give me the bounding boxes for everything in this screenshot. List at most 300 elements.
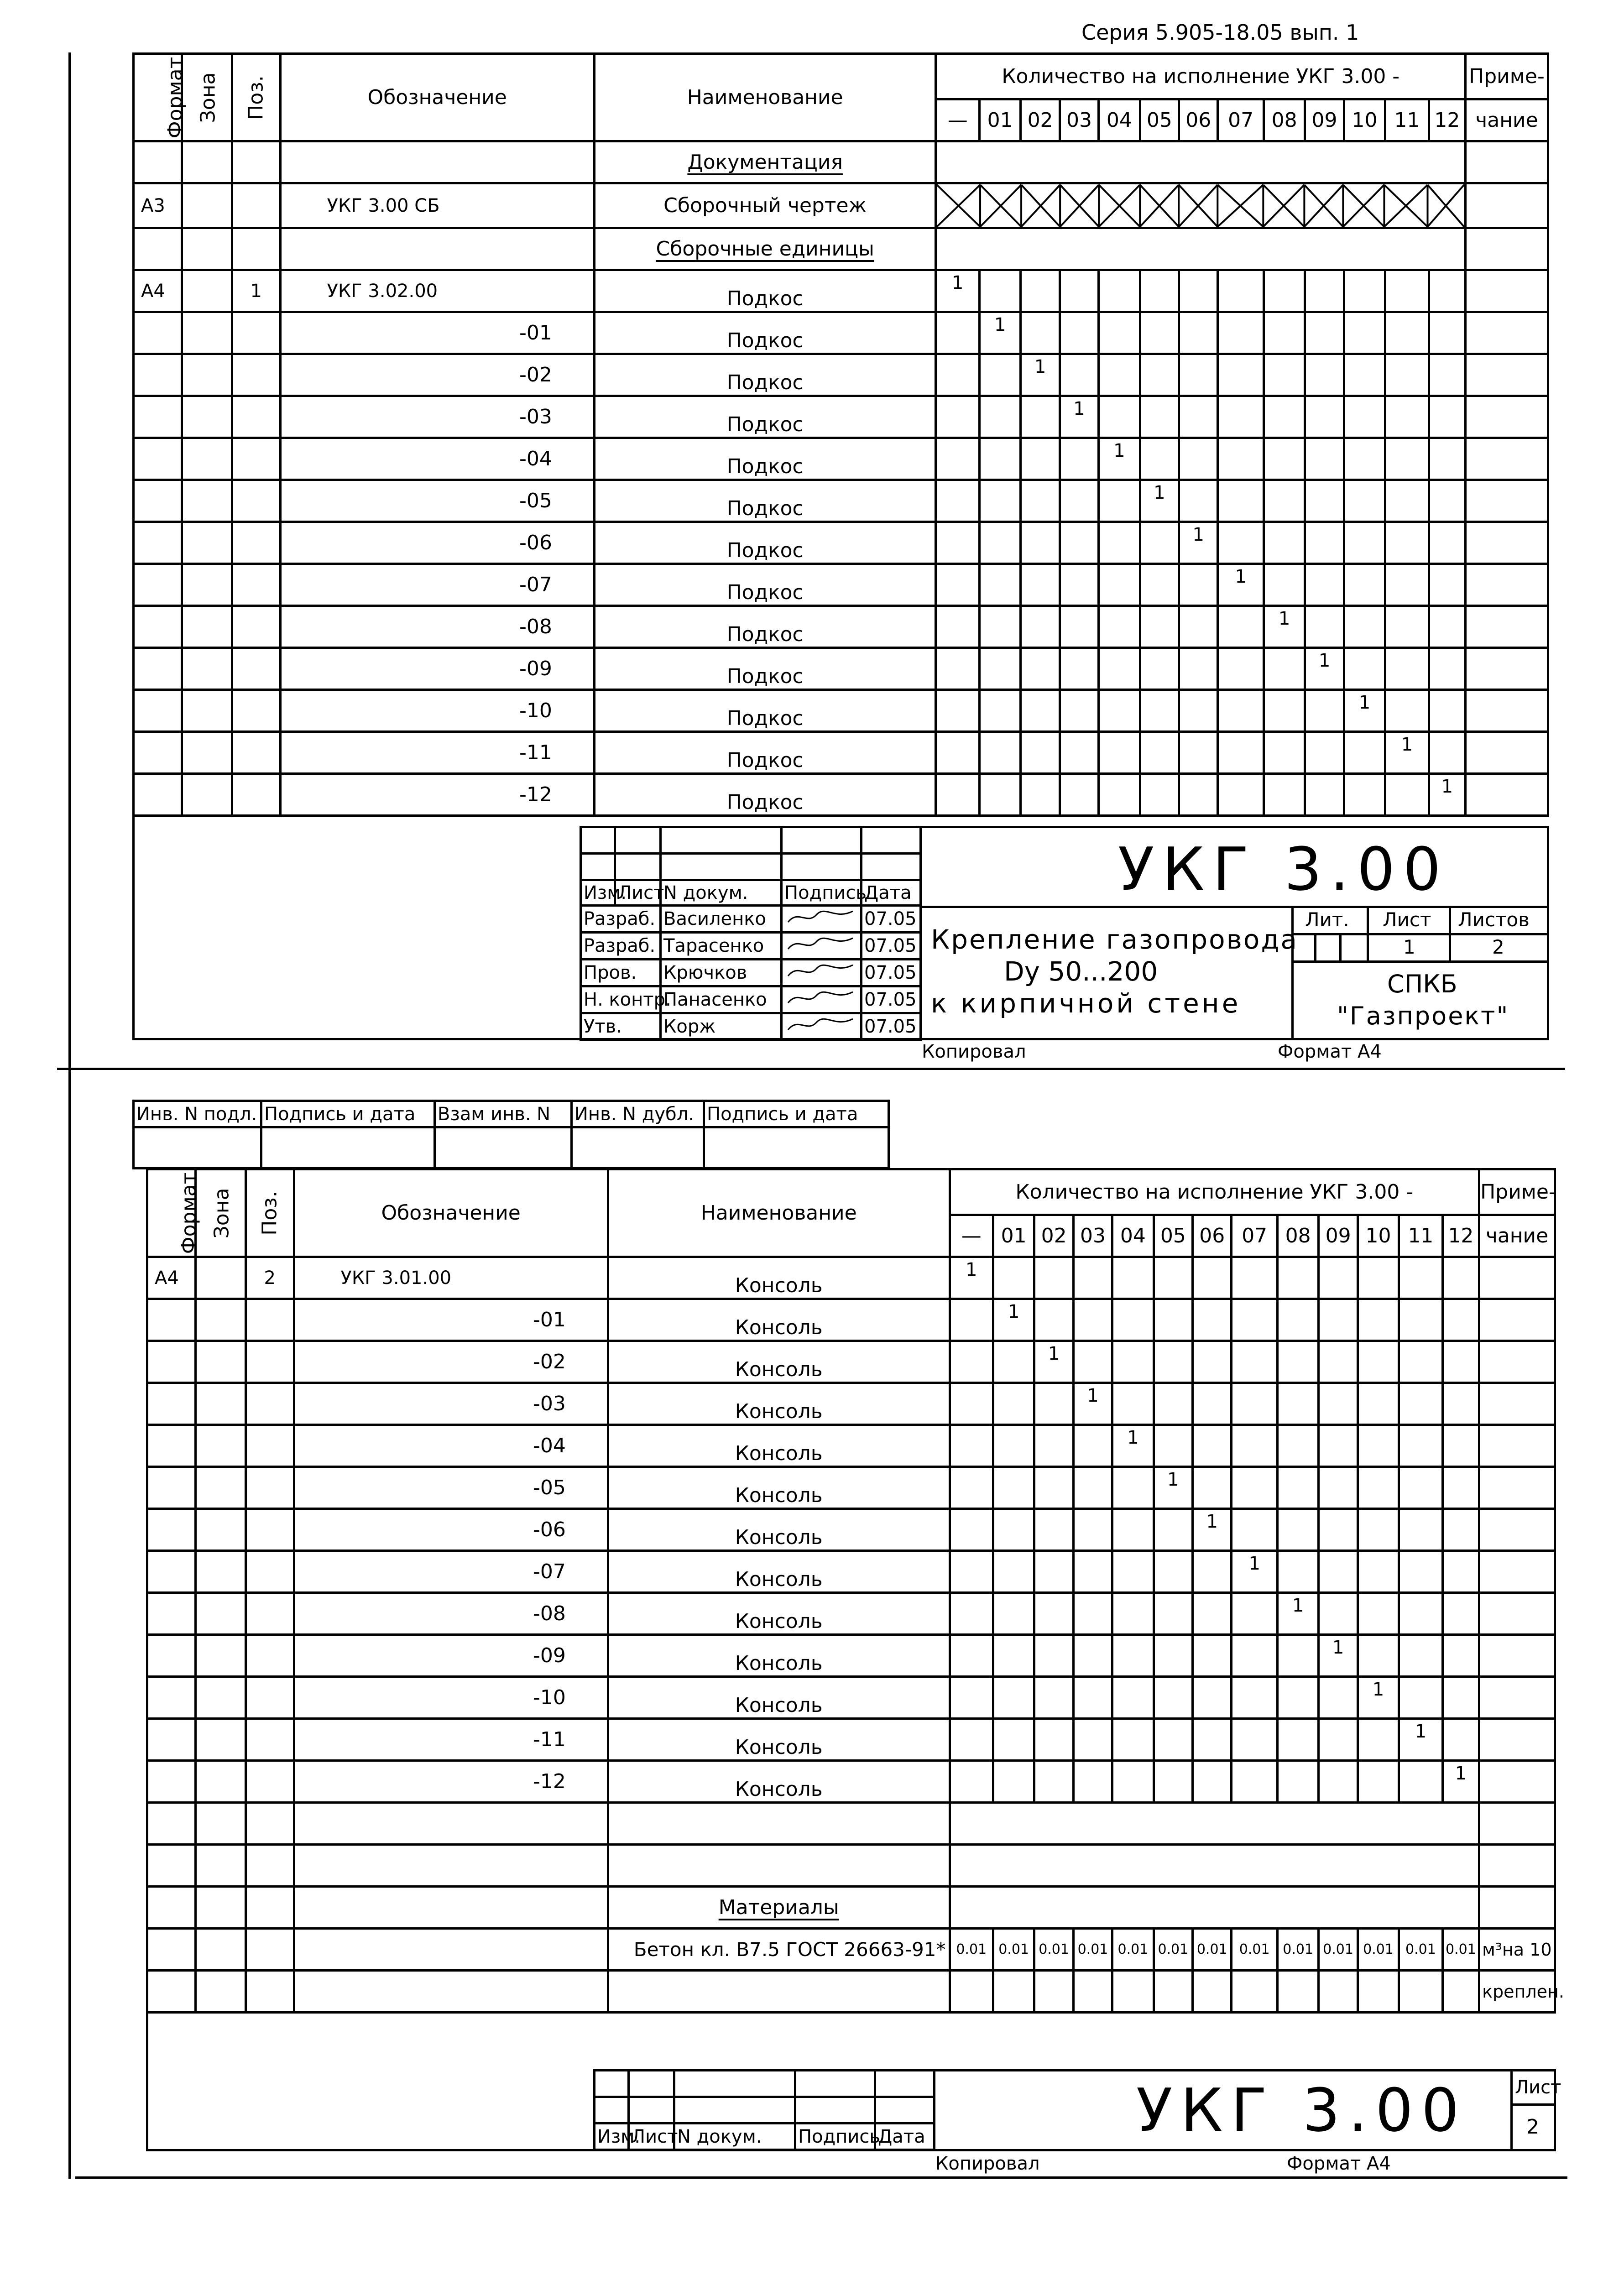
qty-cell xyxy=(1442,1383,1479,1425)
qty-cell xyxy=(1179,690,1218,732)
qty-cell xyxy=(1277,1257,1318,1299)
qty-cell xyxy=(1060,606,1098,648)
qty-cell xyxy=(993,1509,1034,1551)
qty-cell xyxy=(1179,438,1218,480)
qty-cell xyxy=(1140,312,1179,354)
row-pos xyxy=(246,1509,294,1551)
qty-cell xyxy=(1264,564,1305,606)
qty-cell xyxy=(1073,1761,1112,1803)
qty-cell xyxy=(1021,438,1060,480)
row-format xyxy=(134,480,182,522)
qty-cell xyxy=(1358,1719,1399,1761)
qty-cell: 1 xyxy=(1140,480,1179,522)
row-designation: -08 xyxy=(294,1593,608,1635)
row-designation: УКГ 3.02.00 xyxy=(280,270,594,312)
table-row xyxy=(147,1593,1555,1635)
qty-cell xyxy=(1319,1383,1358,1425)
qty-cell xyxy=(1073,1551,1112,1593)
qty-cell xyxy=(979,648,1020,690)
sheet-separator-line xyxy=(57,1068,1565,1070)
row-designation: -06 xyxy=(294,1509,608,1551)
row-name: Консоль xyxy=(608,1425,950,1467)
qty-cell xyxy=(993,1551,1034,1593)
qty-cell xyxy=(1385,690,1429,732)
qty-cell xyxy=(1319,1677,1358,1719)
qty-cell xyxy=(1099,312,1140,354)
qty-cell xyxy=(1399,1425,1442,1467)
row-format xyxy=(134,312,182,354)
qty-cell xyxy=(1060,354,1098,396)
qty-cell xyxy=(1358,1383,1399,1425)
qty-cell xyxy=(1399,1257,1442,1299)
row-format: А4 xyxy=(134,270,182,312)
qty-cell xyxy=(1232,1719,1277,1761)
row-pos xyxy=(246,1299,294,1341)
col2-note-header-bottom: чание xyxy=(1479,1215,1555,1257)
qty-cell xyxy=(1399,1467,1442,1509)
row-pos xyxy=(246,1425,294,1467)
col-pos-header: Поз. xyxy=(232,54,281,141)
sheet1-lit: Лит. xyxy=(1305,908,1349,931)
qty-cell xyxy=(1179,312,1218,354)
qty-cell: 1 xyxy=(1154,1467,1192,1509)
staff-role: Пров. xyxy=(581,960,661,986)
qty-cell xyxy=(1399,1299,1442,1341)
table-row xyxy=(134,312,1548,354)
row-name: Подкос xyxy=(594,438,936,480)
qty-cell xyxy=(1319,1509,1358,1551)
qty-cell xyxy=(1193,1551,1232,1593)
qty-cell xyxy=(1193,1635,1232,1677)
qty-cell xyxy=(1399,1551,1442,1593)
qty-cell xyxy=(1344,312,1385,354)
qty-cell xyxy=(1140,270,1179,312)
material-row xyxy=(147,1929,1555,1971)
row-pos xyxy=(232,690,281,732)
row-pos xyxy=(246,1383,294,1425)
t2-qty-col-1: 01 xyxy=(993,1215,1034,1257)
qty-cell xyxy=(1319,1467,1358,1509)
qty-cell xyxy=(1154,1551,1192,1593)
qty-cell xyxy=(1099,396,1140,438)
qty-cell xyxy=(1179,270,1218,312)
qty-cell: 1 xyxy=(936,270,979,312)
qty-cell xyxy=(1277,1635,1318,1677)
row-designation: -07 xyxy=(280,564,594,606)
qty-cell xyxy=(1232,1761,1277,1803)
qty-cell xyxy=(1442,1551,1479,1593)
qty-cell xyxy=(1021,732,1060,774)
qty-cell xyxy=(1232,1677,1277,1719)
qty-cell xyxy=(979,522,1020,564)
stamp-inv-orig: Инв. N подл. xyxy=(134,1101,261,1127)
row-name: Подкос xyxy=(594,480,936,522)
qty-cell xyxy=(979,774,1020,816)
table-row xyxy=(134,354,1548,396)
row-pos: 2 xyxy=(246,1257,294,1299)
qty-cell xyxy=(1277,1719,1318,1761)
table-row xyxy=(147,1551,1555,1593)
qty-cell xyxy=(993,1383,1034,1425)
qty-cell xyxy=(1073,1341,1112,1383)
qty-cell xyxy=(1154,1299,1192,1341)
qty-cell xyxy=(1399,1341,1442,1383)
qty-cell xyxy=(1112,1467,1154,1509)
qty-cell: 1 xyxy=(1232,1551,1277,1593)
qty-cell xyxy=(1112,1761,1154,1803)
stamp-replace-inv: Взам инв. N xyxy=(435,1101,572,1127)
qty-cell xyxy=(1179,480,1218,522)
col-format-header: Формат xyxy=(134,54,182,141)
qty-cell xyxy=(1179,564,1218,606)
staff-date: 07.05 xyxy=(862,1013,921,1040)
qty-cell xyxy=(1112,1299,1154,1341)
qty-cell xyxy=(1193,1761,1232,1803)
qty-cell xyxy=(1140,690,1179,732)
qty-cell xyxy=(1112,1719,1154,1761)
qty-cell xyxy=(993,1761,1034,1803)
qty-cell: 1 xyxy=(1060,396,1098,438)
qty-cell xyxy=(1218,690,1264,732)
table-row xyxy=(147,1719,1555,1761)
qty-cell xyxy=(993,1257,1034,1299)
qty-cell xyxy=(979,354,1020,396)
qty-cell xyxy=(993,1425,1034,1467)
qty-cell xyxy=(1073,1593,1112,1635)
qty-cell xyxy=(1021,396,1060,438)
signature xyxy=(782,960,862,986)
row-designation: -04 xyxy=(280,438,594,480)
qty-cell xyxy=(1344,480,1385,522)
qty-cell xyxy=(993,1467,1034,1509)
section-documentation: Документация xyxy=(594,141,936,183)
qty-cell xyxy=(1442,1467,1479,1509)
sheet1-title-line3: к кирпичной стене xyxy=(931,988,1241,1019)
qty-cell xyxy=(1140,648,1179,690)
col-note-header-top: Приме- xyxy=(1466,54,1548,99)
row-pos: 1 xyxy=(232,270,281,312)
qty-cell xyxy=(1399,1635,1442,1677)
qty-cell xyxy=(1277,1761,1318,1803)
material-note2: креплен. xyxy=(1479,1971,1555,2013)
sheet1-code: УКГ 3.00 xyxy=(1118,835,1449,904)
staff-date: 07.05 xyxy=(862,986,921,1013)
qty-cell xyxy=(1179,648,1218,690)
row-format xyxy=(147,1341,196,1383)
col-name-header: Наименование xyxy=(594,54,936,141)
t1-qty-col-3: 03 xyxy=(1060,99,1098,141)
qty-cell xyxy=(1442,1299,1479,1341)
row-name: Консоль xyxy=(608,1635,950,1677)
qty-cell xyxy=(979,564,1020,606)
table-row xyxy=(134,396,1548,438)
qty-cell xyxy=(1073,1719,1112,1761)
sheet1-org1: СПКБ xyxy=(1387,970,1457,998)
signature xyxy=(782,986,862,1013)
qty-cell xyxy=(1179,606,1218,648)
qty-cell xyxy=(1429,396,1465,438)
qty-cell xyxy=(1232,1509,1277,1551)
row-pos xyxy=(246,1551,294,1593)
qty-cell xyxy=(1112,1635,1154,1677)
qty-cell xyxy=(1344,648,1385,690)
qty-cell xyxy=(1021,312,1060,354)
qty-cell: 1 xyxy=(1021,354,1060,396)
qty-cell xyxy=(936,732,979,774)
qty-cell xyxy=(1193,1467,1232,1509)
qty-cell xyxy=(1344,774,1385,816)
qty-cell: 1 xyxy=(1344,690,1385,732)
qty-cell xyxy=(1218,438,1264,480)
qty-cell xyxy=(1305,480,1344,522)
qty-cell xyxy=(1358,1257,1399,1299)
staff-date: 07.05 xyxy=(862,906,921,933)
qty-cell xyxy=(1264,690,1305,732)
stamp-inv-dup: Инв. N дубл. xyxy=(572,1101,704,1127)
qty-cell xyxy=(936,774,979,816)
sheet1-title-line1: Крепление газопровода xyxy=(931,924,1298,955)
row-designation: -10 xyxy=(294,1677,608,1719)
staff-name: Василенко xyxy=(661,906,782,933)
doc-format: А3 xyxy=(134,183,182,228)
material-qty: 0.01 xyxy=(1319,1929,1358,1971)
row-name: Подкос xyxy=(594,270,936,312)
col2-name-header: Наименование xyxy=(608,1169,950,1257)
qty-cell xyxy=(1099,522,1140,564)
row-designation: -07 xyxy=(294,1551,608,1593)
row-format xyxy=(147,1635,196,1677)
signature xyxy=(782,906,862,933)
qty-cell xyxy=(1305,522,1344,564)
qty-cell xyxy=(1140,564,1179,606)
bottom-border-line xyxy=(75,2176,1567,2179)
qty-cell xyxy=(1218,648,1264,690)
material-qty: 0.01 xyxy=(1154,1929,1192,1971)
row-name: Подкос xyxy=(594,606,936,648)
qty-cell xyxy=(1193,1425,1232,1467)
qty-cell xyxy=(950,1719,993,1761)
qty-cell xyxy=(1399,1383,1442,1425)
qty-cell xyxy=(1305,354,1344,396)
qty-cell xyxy=(950,1467,993,1509)
staff-row xyxy=(581,1013,921,1040)
qty-cell xyxy=(979,270,1020,312)
qty-cell xyxy=(1264,732,1305,774)
qty-cell xyxy=(1385,438,1429,480)
sheet1-spec-table xyxy=(132,52,1549,816)
row-name: Консоль xyxy=(608,1257,950,1299)
qty-cell xyxy=(1034,1299,1073,1341)
tb2-h-date: Дата xyxy=(875,2123,935,2150)
qty-cell xyxy=(1218,354,1264,396)
qty-cell xyxy=(1112,1677,1154,1719)
row-format xyxy=(147,1509,196,1551)
qty-cell xyxy=(1429,732,1465,774)
table-row xyxy=(134,270,1548,312)
sheet2-spec-table xyxy=(146,1168,1564,2014)
material-qty: 0.01 xyxy=(1358,1929,1399,1971)
qty-cell xyxy=(936,564,979,606)
qty-cell xyxy=(1021,774,1060,816)
staff-role: Утв. xyxy=(581,1013,661,1040)
qty-cell xyxy=(1442,1341,1479,1383)
qty-cell xyxy=(1034,1383,1073,1425)
qty-cell xyxy=(993,1593,1034,1635)
qty-cell xyxy=(1305,774,1344,816)
row-name: Консоль xyxy=(608,1677,950,1719)
t2-qty-col-7: 07 xyxy=(1232,1215,1277,1257)
qty-cell xyxy=(1193,1677,1232,1719)
qty-cell xyxy=(1232,1341,1277,1383)
qty-cell xyxy=(1179,774,1218,816)
qty-cell xyxy=(993,1635,1034,1677)
row-format xyxy=(147,1551,196,1593)
sheet1-sheets-no: 2 xyxy=(1492,936,1504,958)
qty-cell: 1 xyxy=(1399,1719,1442,1761)
staff-date: 07.05 xyxy=(862,960,921,986)
qty-cell xyxy=(1358,1509,1399,1551)
qty-cell: 1 xyxy=(1218,564,1264,606)
material-note: м³на 10 xyxy=(1479,1929,1555,1971)
qty-cell xyxy=(1140,732,1179,774)
row-format xyxy=(134,774,182,816)
signature xyxy=(782,1013,862,1040)
qty-cell xyxy=(1034,1467,1073,1509)
qty-cell xyxy=(1034,1677,1073,1719)
qty-cell xyxy=(1319,1341,1358,1383)
qty-cell xyxy=(1429,648,1465,690)
tb2-h-doc: N докум. xyxy=(674,2123,795,2150)
tb2-h-izm: Изм. xyxy=(595,2123,629,2150)
left-border-line xyxy=(68,52,71,2179)
t1-qty-col-0: — xyxy=(936,99,979,141)
qty-cell xyxy=(936,312,979,354)
qty-cell xyxy=(1277,1509,1318,1551)
qty-cell xyxy=(1060,438,1098,480)
qty-cell xyxy=(1193,1383,1232,1425)
qty-cell xyxy=(1060,690,1098,732)
sheet2-copied: Копировал xyxy=(935,2153,1040,2174)
t2-qty-col-10: 10 xyxy=(1358,1215,1399,1257)
qty-cell xyxy=(1218,732,1264,774)
qty-cell xyxy=(1112,1593,1154,1635)
row-designation: -02 xyxy=(280,354,594,396)
qty-cell xyxy=(1277,1467,1318,1509)
table-row xyxy=(147,1677,1555,1719)
t1-qty-col-4: 04 xyxy=(1099,99,1140,141)
qty-cell: 1 xyxy=(1442,1761,1479,1803)
qty-cell xyxy=(950,1761,993,1803)
row-name: Консоль xyxy=(608,1719,950,1761)
row-format xyxy=(134,564,182,606)
table-row xyxy=(147,1341,1555,1383)
qty-cell xyxy=(1442,1509,1479,1551)
qty-cell xyxy=(1179,732,1218,774)
qty-cell xyxy=(1154,1383,1192,1425)
qty-cell: 1 xyxy=(1429,774,1465,816)
qty-cell xyxy=(1319,1761,1358,1803)
qty-cell xyxy=(1319,1719,1358,1761)
tb2-h-list: Лист xyxy=(629,2123,674,2150)
row-designation: -03 xyxy=(280,396,594,438)
qty-cell xyxy=(1218,270,1264,312)
row-format xyxy=(147,1383,196,1425)
qty-cell xyxy=(1193,1299,1232,1341)
qty-cell xyxy=(1344,522,1385,564)
qty-cell xyxy=(1112,1341,1154,1383)
row-pos xyxy=(232,312,281,354)
col-designation-header: Обозначение xyxy=(280,54,594,141)
qty-cell xyxy=(1232,1593,1277,1635)
qty-cell xyxy=(1305,732,1344,774)
row-format xyxy=(147,1299,196,1341)
material-qty: 0.01 xyxy=(1399,1929,1442,1971)
qty-cell: 1 xyxy=(1319,1635,1358,1677)
qty-cell xyxy=(1305,690,1344,732)
qty-cell xyxy=(1344,270,1385,312)
col2-zone-header: Зона xyxy=(195,1169,246,1257)
qty-cell xyxy=(1429,270,1465,312)
qty-cell xyxy=(1073,1677,1112,1719)
qty-cell xyxy=(1264,648,1305,690)
qty-cell xyxy=(1154,1761,1192,1803)
qty-cell: 1 xyxy=(1277,1593,1318,1635)
qty-cell xyxy=(1193,1593,1232,1635)
qty-cell: 1 xyxy=(979,312,1020,354)
qty-cell xyxy=(1429,564,1465,606)
qty-cell xyxy=(950,1341,993,1383)
qty-cell xyxy=(936,522,979,564)
row-name: Консоль xyxy=(608,1509,950,1551)
row-format xyxy=(147,1761,196,1803)
tb1-h-list: Лист xyxy=(615,880,661,906)
sheet1-title-line2: Dу 50...200 xyxy=(1004,956,1158,987)
material-qty: 0.01 xyxy=(1442,1929,1479,1971)
qty-cell xyxy=(1060,648,1098,690)
qty-cell xyxy=(1140,438,1179,480)
qty-cell xyxy=(1358,1635,1399,1677)
row-format xyxy=(134,438,182,480)
qty-cell xyxy=(1429,606,1465,648)
col-qty-header: Количество на исполнение УКГ 3.00 - xyxy=(936,54,1466,99)
qty-cell xyxy=(993,1677,1034,1719)
qty-cell xyxy=(1179,354,1218,396)
row-name: Подкос xyxy=(594,396,936,438)
row-name: Консоль xyxy=(608,1299,950,1341)
table-row xyxy=(134,522,1548,564)
qty-cell xyxy=(1060,270,1098,312)
qty-cell xyxy=(1073,1509,1112,1551)
qty-cell xyxy=(1264,312,1305,354)
table-row xyxy=(147,1509,1555,1551)
qty-cell xyxy=(1358,1425,1399,1467)
qty-cell: 1 xyxy=(1073,1383,1112,1425)
section-materials: Материалы xyxy=(608,1887,950,1929)
material-qty: 0.01 xyxy=(950,1929,993,1971)
row-designation: -12 xyxy=(280,774,594,816)
sheet1-sheets: Листов xyxy=(1458,908,1530,931)
qty-cell xyxy=(979,732,1020,774)
row-name: Подкос xyxy=(594,312,936,354)
material-qty: 0.01 xyxy=(1034,1929,1073,1971)
staff-row xyxy=(581,986,921,1013)
t1-qty-col-8: 08 xyxy=(1264,99,1305,141)
row-format xyxy=(134,732,182,774)
qty-cell xyxy=(1399,1509,1442,1551)
qty-cell xyxy=(1034,1257,1073,1299)
qty-cell xyxy=(1218,312,1264,354)
qty-cell xyxy=(1319,1593,1358,1635)
